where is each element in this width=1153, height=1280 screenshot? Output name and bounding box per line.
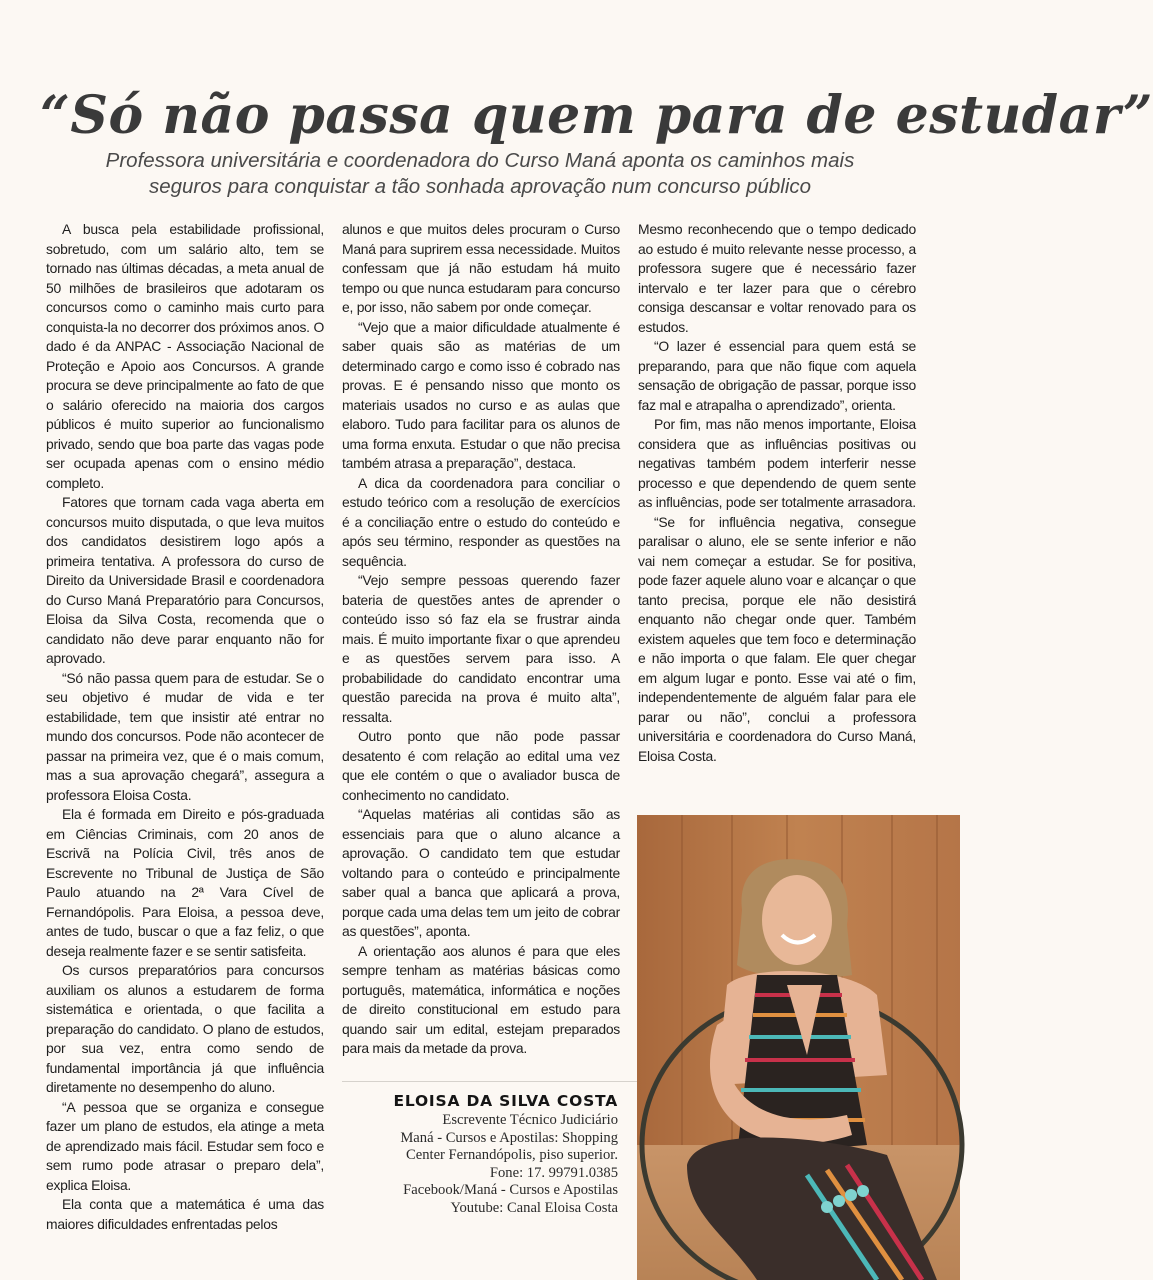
paragraph: “Só não passa quem para de estudar. Se o seu objetivo é mudar de vida e ter estabilidade, tem que insistir até entrar no mundo dos concursos. Pode não acontecer de passar na primeira vez, que é o mais comum, mas a sua aprovação chegará”, assegura a professora Eloisa Costa.	[46, 669, 324, 803]
author-bio	[342, 1090, 618, 1218]
paragraph-continuation: alunos e que muitos deles procuram o Curso Maná para suprirem essa necessidade. Muitos confessam que já não estudam há muito tempo ou que nunca estudaram para concurso e, por isso, não sabem por onde começar.	[342, 221, 620, 315]
paragraph: A busca pela estabilidade profissional, sobretudo, com um salário alto, tem se tornado nas últimas décadas, a meta anual de 50 milhões de brasileiros que adotaram os concursos como o caminho mais curto para conquista-la no decorrer dos próximos anos. O dado é da ANPAC - Associação Nacional de Proteção e Apoio aos Concursos. A grande procura se deve principalmente ao fato de que o salário oferecido na maioria dos cargos públicos é muito superior ao funcionalismo privado, sendo que boa parte das vagas pode ser ocupada apenas com o ensino médio completo.	[46, 221, 324, 491]
subheadline	[60, 148, 900, 200]
paragraph: “Vejo que a maior dificuldade atualmente é saber quais são as matérias de um determinado cargo e como isso é cobrado nas provas. E é pensando nisso que monto os materiais usados no curso e as aulas que elaboro. Tudo para facilitar para os alunos de uma forma enxuta. Estudar o que não precisa também atrasa a preparação”, destaca.	[342, 318, 620, 471]
article-column-2	[342, 220, 620, 1059]
paragraph: Ela é formada em Direito e pós-graduada em Ciências Criminais, com 20 anos de Escrivã na Polícia Civil, três anos de Escrevente no Tribunal de Justiça de São Paulo atuando na 2ª Vara Cível de Fernandópolis. Para Eloisa, a pessoa deve, antes de tudo, buscar o que a faz feliz, o que deseja realmente fazer e se sentir satisfeita.	[46, 806, 324, 959]
paragraph: “Aquelas matérias ali contidas são as essenciais para que o aluno alcance a aprovação. O candidato tem que estudar voltando para o conteúdo e principalmente saber qual a banca que aplicará a prova, porque cada uma delas tem um jeito de cobrar as questões”, aponta.	[342, 806, 620, 939]
paragraph: Os cursos preparatórios para concursos auxiliam os alunos a estudarem de forma sistemática e orientada, o que facilita a preparação do candidato. O plano de estudos, por sua vez, entra como sendo de fundamental importância já que influência diretamente no desempenho do aluno.	[46, 962, 324, 1095]
paragraph: Ela conta que a matemática é uma das maiores dificuldades enfrentadas pelos	[46, 1196, 324, 1232]
paragraph: “Se for influência negativa, consegue paralisar o aluno, ele se sente inferior e não vai nem começar a estudar. Se for positiva, pode fazer aquele aluno voar e alcançar o que tanto precisa, porque ele não desistirá enquanto não chegar onde quer. Também existem aqueles que tem foco e determinação e não importa o que falam. Ele quer chegar em algum lugar e ponto. Esse vai até o fim, independentemente de alguém falar para ele parar ou não”, conclui a professora universitária e coordenadora do Curso Maná, Eloisa Costa.	[638, 513, 916, 764]
paragraph: “A pessoa que se organiza e consegue fazer um plano de estudos, ela atinge a meta de aprendizado mais fácil. Estudar sem foco e sem rumo pode atrasar o preparo dela”, explica Eloisa.	[46, 1098, 324, 1193]
paragraph: “Vejo sempre pessoas querendo fazer bateria de questões antes de aprender o conteúdo isso só faz ela se frustrar ainda mais. É muito importante fixar o que aprendeu e as questões servem para isso. A probabilidade do candidato encontrar uma questão parecida na prova é muito alta”, ressalta.	[342, 572, 620, 725]
paragraph: A orientação aos alunos é para que eles sempre tenham as matérias básicas como português, matemática, informática e noções de direito constitucional em estudo para quando sair um edital, estejam preparados para mais da metade da prova.	[342, 942, 620, 1056]
headline: “Só não passa quem para de estudar”	[40, 84, 1153, 146]
portrait-illustration	[637, 815, 960, 1280]
bio-line: Center Fernandópolis, piso superior.	[406, 1147, 618, 1164]
face	[762, 875, 832, 965]
bio-line: Maná - Cursos e Apostilas: Shopping	[400, 1129, 618, 1146]
bio-line: Escrevente Técnico Judiciário	[442, 1112, 618, 1128]
bio-facebook: Facebook/Maná - Cursos e Apostilas	[403, 1182, 618, 1199]
author-name: ELOISA DA SILVA COSTA	[393, 1092, 618, 1110]
bio-phone: Fone: 17. 99791.0385	[489, 1164, 618, 1181]
paragraph: “O lazer é essencial para quem está se preparando, para que não fique com aquela sensação de obrigação de passar, porque isso faz mal e atrapalha o aprendizado”, orienta.	[638, 338, 916, 413]
paragraph-continuation: Mesmo reconhecendo que o tempo dedicado ao estudo é muito relevante nesse processo, a professora sugere que é necessário fazer intervalo e ter lazer para que o cérebro consiga descansar e voltar renovado para os estudos.	[638, 221, 916, 335]
paragraph: Fatores que tornam cada vaga aberta em concursos muito disputada, o que leva muitos dos candidatos desistirem logo após a primeira tentativa. A professora do curso de Direito da Universidade Brasil e coordenadora do Curso Maná Preparatório para Concursos, Eloisa da Silva Costa, recomenda que o candidato não deve parar enquanto não for aprovado.	[46, 494, 324, 666]
article-column-1	[46, 220, 324, 1234]
article-column-3	[638, 220, 916, 766]
paragraph: Por fim, mas não menos importante, Eloisa considera que as influências positivas ou negativas também podem interferir nesse processo e que dependendo de quem sente as influências, pode ser totalmente arrasadora.	[638, 416, 916, 510]
paragraph: Outro ponto que não pode passar desatento é com relação ao edital uma vez que ele contém o que o avaliador busca de conhecimento no candidato.	[342, 728, 620, 803]
subheadline-line: Professora universitária e coordenadora do Curso Maná aponta os caminhos mais	[105, 149, 855, 172]
bio-divider	[342, 1081, 637, 1082]
portrait-photo	[637, 815, 960, 1280]
subheadline-line: seguros para conquistar a tão sonhada aprovação num concurso público	[148, 175, 812, 198]
bio-youtube: Youtube: Canal Eloisa Costa	[450, 1199, 618, 1216]
paragraph: A dica da coordenadora para conciliar o estudo teórico com a resolução de exercícios é a conciliação entre o estudo do conteúdo e após seu término, responder as questões na sequência.	[342, 474, 620, 569]
